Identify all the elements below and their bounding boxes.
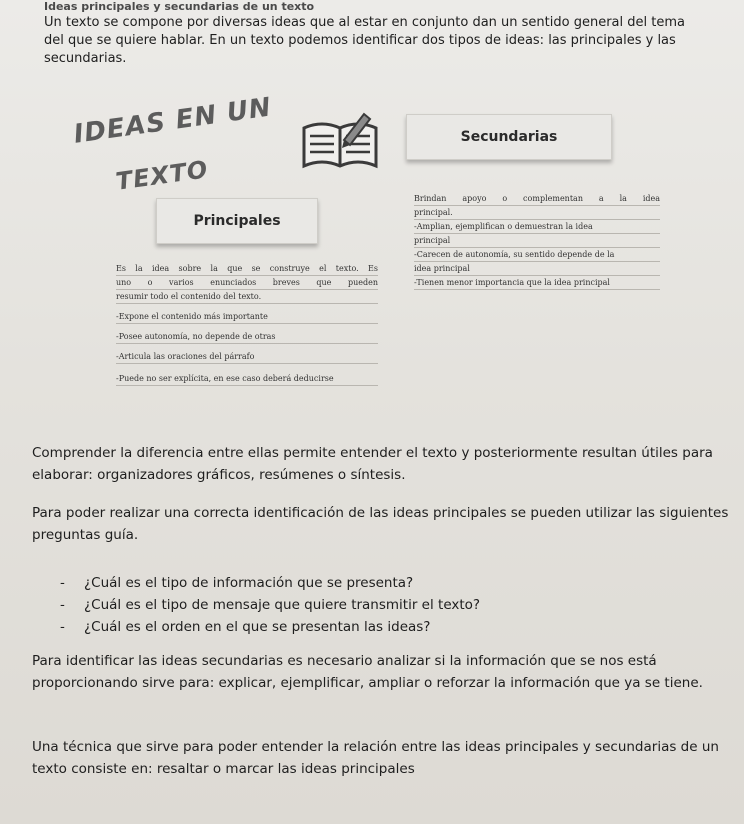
intro-paragraph: Un texto se compone por diversas ideas que al estar en conjunto dan un sentido general del tema del que se quiere hablar. En un texto podemos identificar dos tipos de ideas: las principales y las secundarias. (44, 15, 685, 66)
secundarias-note-line: principal (414, 234, 660, 248)
principales-note-line: resumir todo el contenido del texto. (116, 290, 378, 304)
secundarias-note-line: -Carecen de autonomía, su sentido depende de la (414, 248, 660, 262)
principales-note-line: -Expone el contenido más importante (116, 304, 378, 324)
paragraph-secondary-ideas: Para identificar las ideas secundarias es necesario analizar si la información que se nos está proporcionando sirve para: explicar, ejemplificar, ampliar o reforzar la información que ya se tiene. (32, 653, 703, 691)
guide-questions-list (60, 572, 720, 638)
secundarias-note-line: Brindan apoyo o complementan a la idea (414, 192, 660, 206)
question-text: ¿Cuál es el tipo de información que se presenta? (84, 575, 414, 591)
secundarias-note-line: idea principal (414, 262, 660, 276)
infographic-title-line-1: IDEAS EN UN (71, 92, 274, 150)
open-book-icon (298, 110, 382, 172)
bullet-dash: - (60, 575, 65, 591)
ideas-infographic (0, 88, 744, 440)
list-item (60, 616, 720, 638)
question-text: ¿Cuál es el orden en el que se presentan las ideas? (84, 619, 431, 635)
bullet-dash: - (60, 619, 65, 635)
principales-note-line: -Puede no ser explícita, en ese caso deberá deducirse (116, 364, 378, 386)
paragraph-difference: Comprender la diferencia entre ellas permite entender el texto y posteriormente resultan útiles para elaborar: organizadores gráficos, resúmenes o síntesis. (32, 445, 713, 483)
list-item (60, 594, 720, 616)
secundarias-note-line: -Tienen menor importancia que la idea principal (414, 276, 660, 290)
principales-label-box: Principales (156, 198, 318, 244)
paragraph-guide-questions: Para poder realizar una correcta identificación de las ideas principales se pueden utilizar las siguientes preguntas guía. (32, 505, 729, 543)
principales-note-line: -Posee autonomía, no depende de otras (116, 324, 378, 344)
secundarias-label-box: Secundarias (406, 114, 612, 160)
principales-notes (116, 262, 378, 386)
bullet-dash: - (60, 597, 65, 613)
question-text: ¿Cuál es el tipo de mensaje que quiere transmitir el texto? (84, 597, 481, 613)
list-item (60, 572, 720, 594)
secundarias-note-line: -Amplian, ejemplifican o demuestran la idea (414, 220, 660, 234)
paragraph-technique: Una técnica que sirve para poder entender la relación entre las ideas principales y secundarias de un texto consiste en: resaltar o marcar las ideas principales (32, 739, 719, 777)
secundarias-note-line: principal. (414, 206, 660, 220)
principales-note-line: uno o varios enunciados breves que pueden (116, 276, 378, 290)
secundarias-notes (414, 192, 660, 290)
principales-note-line: Es la idea sobre la que se construye el texto. Es (116, 262, 378, 276)
page-header: Ideas principales y secundarias de un texto (44, 0, 315, 13)
principales-note-line: -Articula las oraciones del párrafo (116, 344, 378, 364)
infographic-title-line-2: TEXTO (114, 155, 211, 196)
